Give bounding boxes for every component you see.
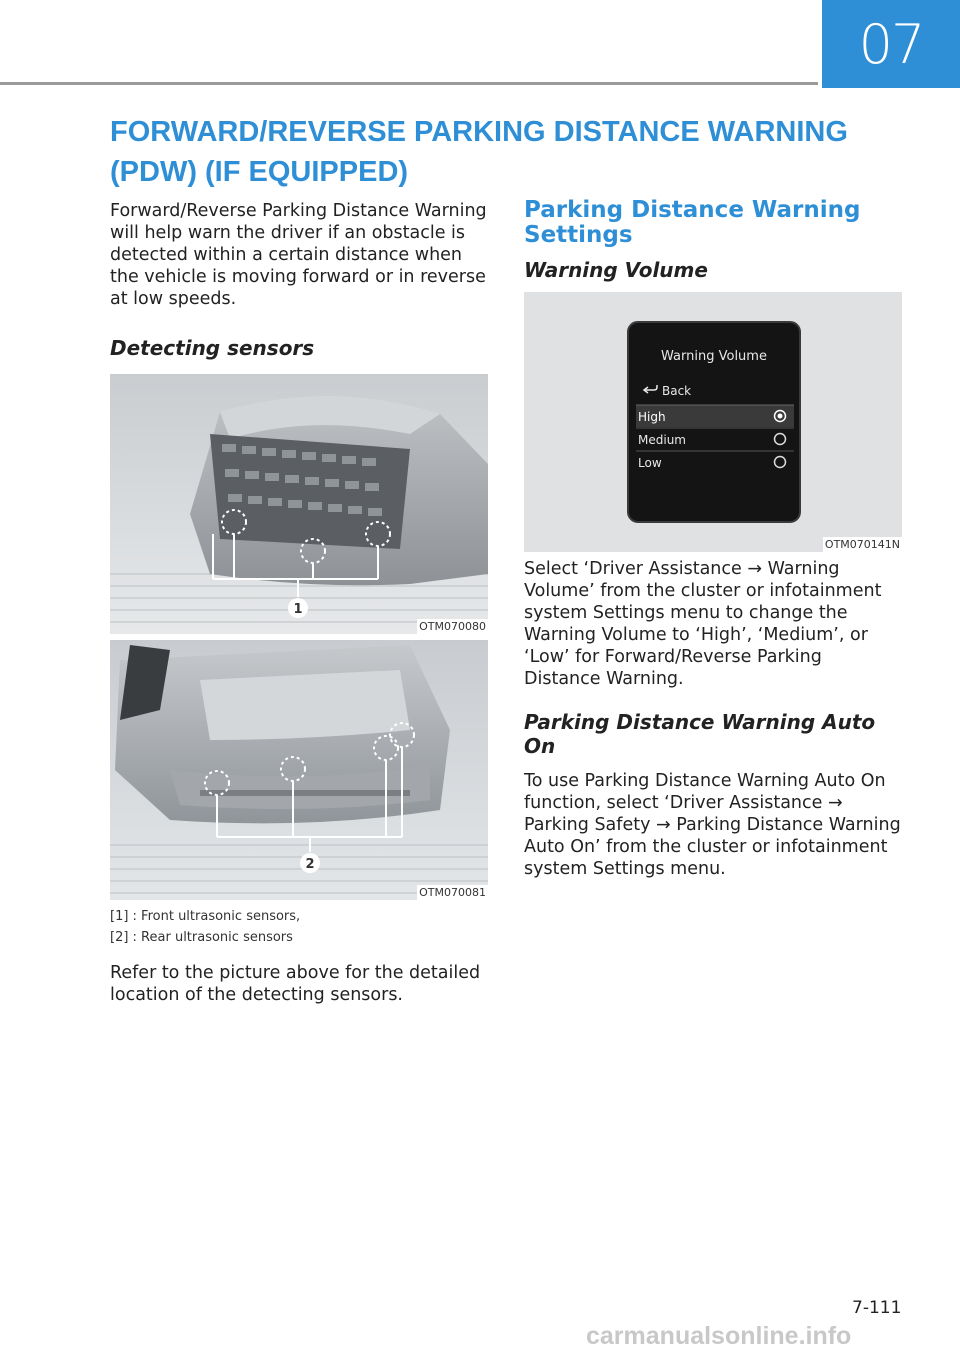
callout-1: 1 [293, 602, 303, 617]
right-column [524, 198, 902, 880]
refer-paragraph: Refer to the picture above for the detailed location of the detecting sensors. [110, 963, 481, 1005]
option-medium: Medium [638, 433, 686, 447]
caption-rear: [2] : Rear ultrasonic sensors [110, 930, 293, 945]
settings-heading: Parking Distance Warning Settings [524, 197, 861, 248]
left-column [110, 200, 488, 1006]
warning-volume-paragraph: Select ‘Driver Assistance → Warning Volume’ from the cluster or infotainment system Settings menu to change the Warning Volume to ‘High’, ‘Medium’, or ‘Low’ for Forward/Reverse Parking Distance Warning. [524, 559, 882, 689]
chapter-number: 07 [822, 0, 960, 88]
screen-title: Warning Volume [661, 349, 767, 364]
warning-volume-heading: Warning Volume [524, 258, 708, 282]
rear-sensors-figure [110, 640, 488, 900]
figure-code: OTM070080 [419, 620, 486, 633]
header-rule [0, 82, 818, 85]
figure-code: OTM070081 [419, 886, 486, 899]
front-car-illustration [110, 374, 488, 634]
option-high: High [638, 410, 666, 424]
warning-volume-figure [524, 292, 902, 552]
figure-code: OTM070141N [824, 538, 900, 551]
section-title: FORWARD/REVERSE PARKING DISTANCE WARNING (PDW) (IF EQUIPPED) [110, 116, 848, 188]
watermark: carmanualsonline.info [586, 1322, 852, 1350]
detecting-sensors-heading: Detecting sensors [110, 336, 315, 360]
page-number: 7-111 [852, 1298, 902, 1318]
rear-car-illustration [110, 640, 488, 900]
intro-paragraph: Forward/Reverse Parking Distance Warning will help warn the driver if an obstacle is detected within a certain distance when the vehicle is moving forward or in reverse at low speeds. [110, 201, 487, 309]
option-low: Low [638, 456, 662, 470]
auto-on-paragraph: To use Parking Distance Warning Auto On function, select ‘Driver Assistance → Parking Safety → Parking Distance Warning Auto On’ from the cluster or infotainment system Settings menu. [524, 771, 901, 879]
back-label: Back [662, 384, 692, 398]
callout-2: 2 [305, 857, 315, 872]
cluster-screen-illustration [524, 292, 902, 552]
front-sensors-figure [110, 374, 488, 634]
auto-on-heading: Parking Distance Warning Auto On [524, 710, 876, 758]
caption-front: [1] : Front ultrasonic sensors, [110, 909, 301, 924]
